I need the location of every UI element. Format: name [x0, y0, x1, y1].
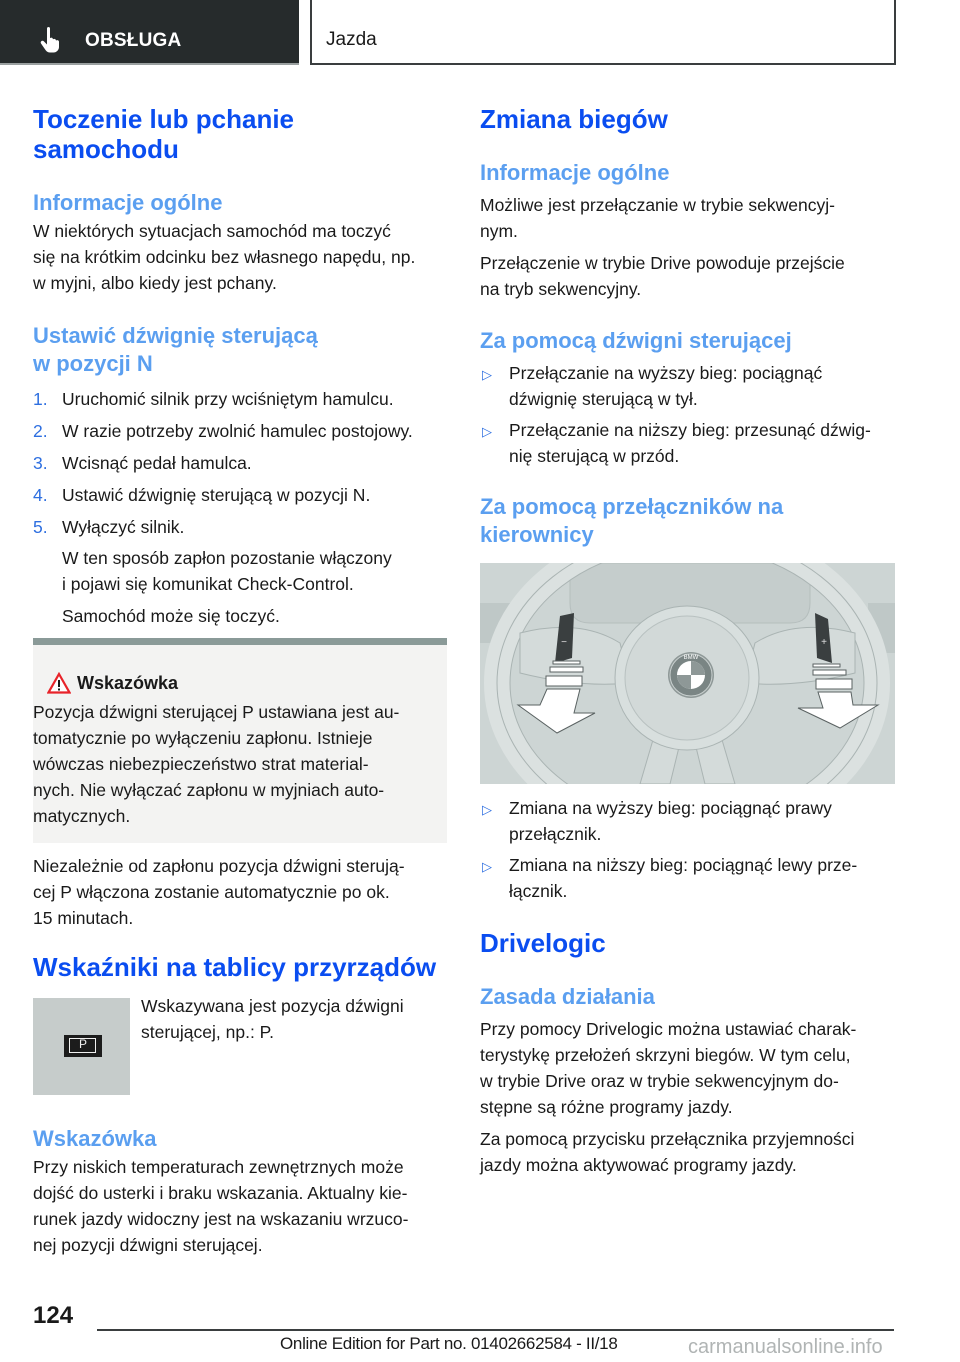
lever-heading: Za pomocą dźwigni sterującej	[480, 328, 792, 353]
neutral-heading-line2: w pozycji N	[33, 351, 153, 376]
bullet-icon: ▷	[482, 424, 492, 439]
indicators-title: Wskaźniki na tablicy przyrządów	[33, 952, 437, 982]
gear-general-heading: Informacje ogólne	[480, 160, 670, 185]
text-line: 15 minutach.	[33, 908, 134, 928]
warning-box	[33, 638, 447, 843]
paddles-heading	[480, 493, 783, 549]
paddles-heading-line2: kierownicy	[480, 522, 594, 547]
bullet-icon: ▷	[482, 367, 492, 382]
note-text	[33, 1154, 453, 1258]
step-text: Uruchomić silnik przy wciśniętym hamulcu.	[62, 389, 394, 409]
text-line: Pozycja dźwigni sterującej P ustawiana jest au-	[33, 702, 400, 722]
gear-general-p1	[480, 192, 900, 244]
note-heading: Wskazówka	[33, 1126, 157, 1151]
gear-general-p2	[480, 250, 900, 302]
bullet-icon: ▷	[482, 802, 492, 817]
text-line: Wskazywana jest pozycja dźwigni	[141, 996, 404, 1016]
svg-text:+: +	[821, 637, 827, 648]
step-text: Wcisnąć pedał hamulca.	[62, 453, 252, 473]
rolling-general-heading: Informacje ogólne	[33, 190, 223, 215]
watermark: carmanualsonline.info	[688, 1336, 883, 1358]
text-line: Za pomocą przycisku przełącznika przyjemności	[480, 1129, 855, 1149]
bullet-icon: ▷	[482, 859, 492, 874]
rolling-title-line1: Toczenie lub pchanie	[33, 104, 295, 134]
svg-text:−: −	[561, 637, 567, 648]
text-line: Przełączanie na wyższy bieg: pociągnąć	[509, 363, 823, 383]
text-line: nych. Nie wyłączać zapłonu w myjniach auto-	[33, 780, 385, 800]
edition-text: Online Edition for Part no. 01402662584 - II/18	[280, 1334, 618, 1353]
warning-text	[33, 699, 441, 829]
text-line: W ten sposób zapłon pozostanie włączony	[62, 548, 392, 568]
gear-title: Zmiana biegów	[480, 104, 668, 134]
text-line: w trybie Drive oraz w trybie sekwencyjnym do-	[480, 1071, 839, 1091]
text-line: Możliwe jest przełączanie w trybie sekwencyj-	[480, 195, 835, 215]
text-line: i pojawi się komunikat Check-Control.	[62, 574, 354, 594]
list-item	[509, 795, 909, 847]
indicators-text	[141, 993, 451, 1045]
text-line: runek jazdy widoczny jest na wskazaniu wrzuco-	[33, 1209, 409, 1229]
section-title: OBSŁUGA	[85, 30, 182, 51]
text-line: terystykę przełożeń skrzyni biegów. W tym celu,	[480, 1045, 851, 1065]
step-text: Wyłączyć silnik.	[62, 517, 185, 537]
text-line: Przy niskich temperaturach zewnętrznych może	[33, 1157, 404, 1177]
step5-note2: Samochód może się toczyć.	[62, 606, 280, 626]
drivelogic-p1	[480, 1016, 900, 1120]
step-number: 3.	[33, 453, 48, 473]
text-line: dojść do usterki i braku wskazania. Aktualny kie-	[33, 1183, 408, 1203]
text-line: tomatycznie po wyłączeniu zapłonu. Istnieje	[33, 728, 373, 748]
step-number: 1.	[33, 389, 48, 409]
rolling-general-text	[33, 218, 453, 296]
text-line: dźwignię sterującą w tył.	[509, 389, 698, 409]
indicator-display	[64, 1035, 102, 1057]
text-line: Zmiana na niższy bieg: pociągnąć lewy prze-	[509, 855, 858, 875]
footer-divider	[97, 1329, 894, 1331]
step-number: 5.	[33, 517, 48, 537]
text-line: nej pozycji dźwigni sterującej.	[33, 1235, 263, 1255]
text-line: cej P włączona zostanie automatycznie po ok.	[33, 882, 390, 902]
neutral-heading-line1: Ustawić dźwignię sterującą	[33, 323, 318, 348]
list-item	[509, 417, 909, 469]
list-item	[509, 360, 909, 412]
text-line: Przełączenie w trybie Drive powoduje przejście	[480, 253, 845, 273]
text-line: stępne są różne programy jazdy.	[480, 1097, 733, 1117]
text-line: Zmiana na wyższy bieg: pociągnąć prawy	[509, 798, 832, 818]
text-line: się na krótkim odcinku bez własnego napędu, np.	[33, 247, 416, 267]
drivelogic-title: Drivelogic	[480, 928, 606, 958]
step-text: W razie potrzeby zwolnić hamulec postojowy.	[62, 421, 413, 441]
page-number: 124	[33, 1302, 74, 1329]
list-item	[509, 852, 909, 904]
step-number: 4.	[33, 485, 48, 505]
rolling-title-line2: samochodu	[33, 134, 179, 164]
section-header	[0, 0, 299, 65]
gear-indicator-image	[33, 998, 130, 1095]
text-line: łącznik.	[509, 881, 568, 901]
text-line: Przełączanie na niższy bieg: przesunąć dźwig-	[509, 420, 871, 440]
text-line: Niezależnie od zapłonu pozycja dźwigni sterują-	[33, 856, 405, 876]
text-line: sterującej, np.: P.	[141, 1022, 274, 1042]
text-line: w myjni, albo kiedy jest pchany.	[33, 273, 277, 293]
steering-wheel-drawing	[480, 563, 895, 784]
drivelogic-p2	[480, 1126, 900, 1178]
bmw-logo-text: BMW	[683, 655, 699, 661]
step-text: Ustawić dźwignię sterującą w pozycji N.	[62, 485, 371, 505]
chapter-title: Jazda	[326, 29, 377, 50]
neutral-heading	[33, 322, 318, 378]
indicator-letter: P	[78, 1037, 87, 1051]
drivelogic-heading: Zasada działania	[480, 984, 655, 1009]
step5-note	[62, 545, 392, 597]
paddles-heading-line1: Za pomocą przełączników na	[480, 494, 784, 519]
text-line: wówczas niebezpieczeństwo strat material-	[33, 754, 369, 774]
chapter-header	[310, 0, 896, 65]
hand-pointer-icon	[40, 27, 64, 53]
steering-wheel-illustration	[480, 563, 895, 784]
text-line: na tryb sekwencyjny.	[480, 279, 642, 299]
text-line: Przy pomocy Drivelogic można ustawiać charak-	[480, 1019, 857, 1039]
rolling-title	[33, 104, 294, 164]
text-line: matycznych.	[33, 806, 131, 826]
warning-title: Wskazówka	[77, 673, 179, 693]
after-warning-text	[33, 853, 453, 931]
text-line: jazdy można aktywować programy jazdy.	[480, 1155, 797, 1175]
text-line: przełącznik.	[509, 824, 602, 844]
text-line: nię sterującą w przód.	[509, 446, 680, 466]
step-number: 2.	[33, 421, 48, 441]
text-line: W niektórych sytuacjach samochód ma toczyć	[33, 221, 391, 241]
text-line: nym.	[480, 221, 518, 241]
warning-triangle-icon	[47, 672, 71, 694]
